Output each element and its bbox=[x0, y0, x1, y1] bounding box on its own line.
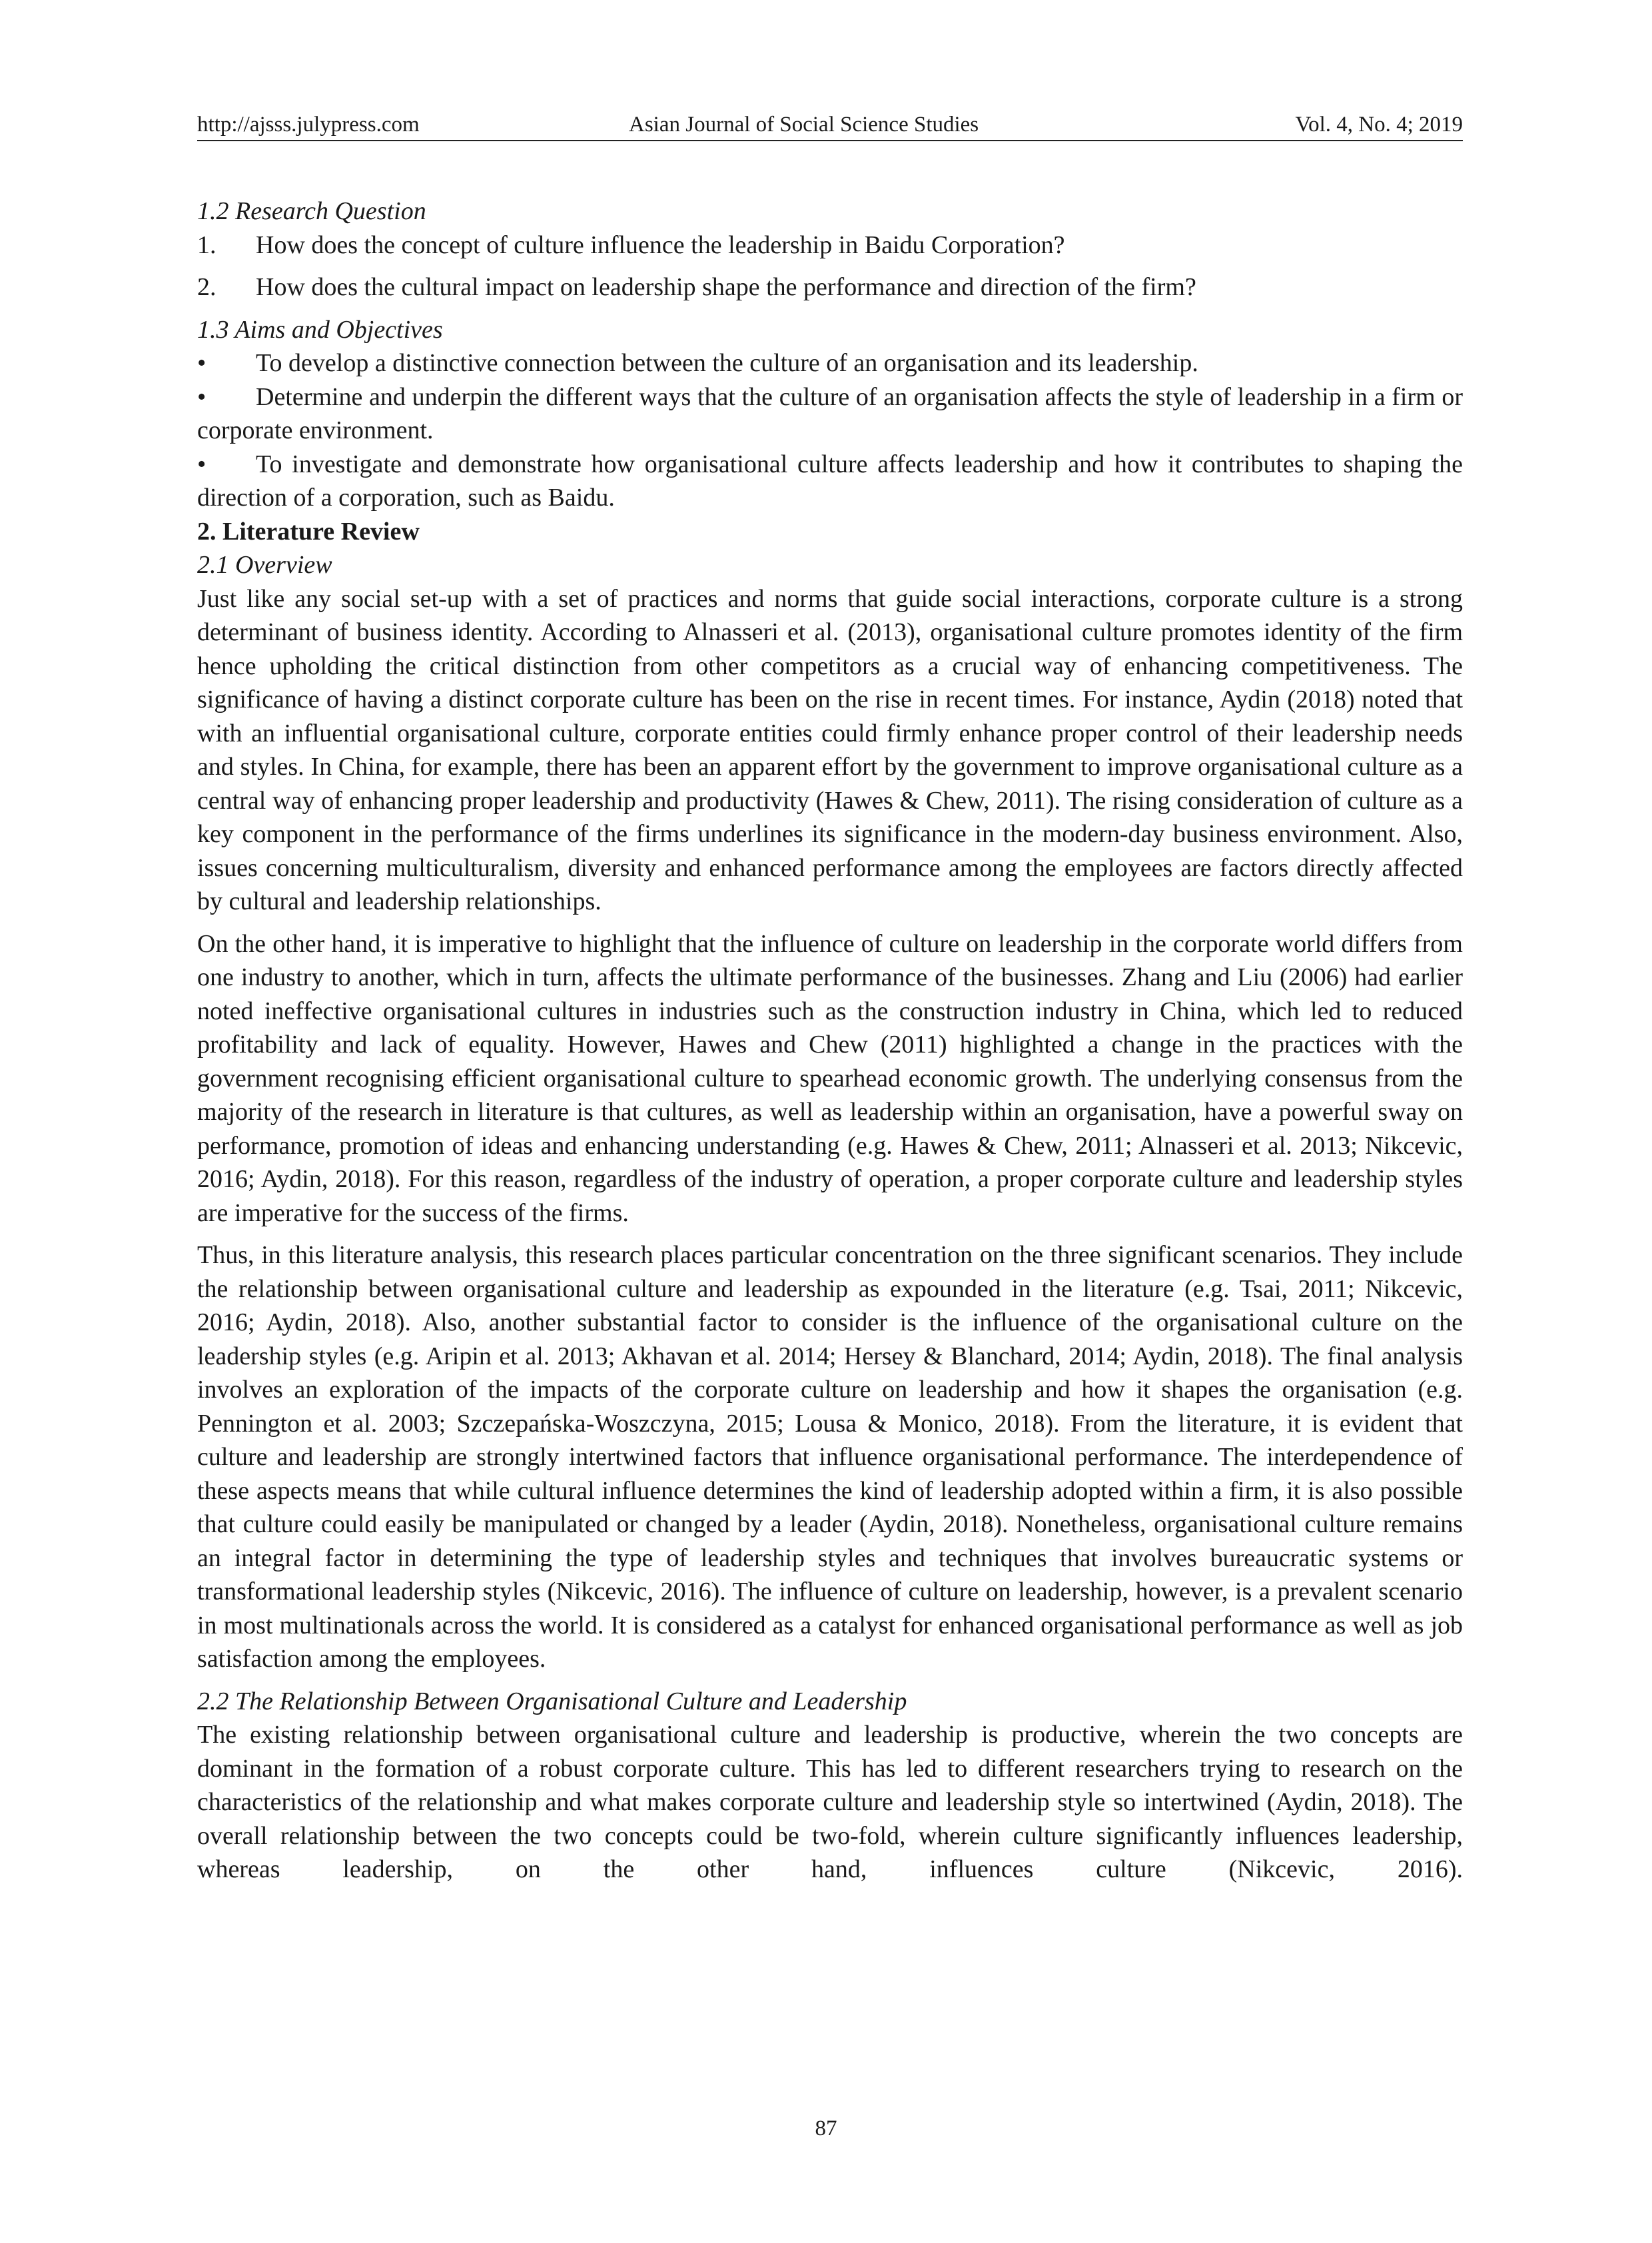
research-question-item bbox=[197, 228, 1463, 262]
body-paragraph: On the other hand, it is imperative to highlight that the influence of culture on leadership in the corporate world differs from one industry to another, which in turn, affects the ultimate performance of the businesses. Zhang and Liu (2006) had earlier noted ineffective organisational cultures in industries such as the construction industry in China, which led to reduced profitability and lack of equality. However, Hawes and Chew (2011) highlighted a change in the practices with the government recognising efficient organisational culture to spearhead economic growth. The underlying consensus from the majority of the research in literature is that cultures, as well as leadership within an organisation, have a powerful sway on performance, promotion of ideas and enhancing understanding (e.g. Hawes & Chew, 2011; Alnasseri et al. 2013; Nikcevic, 2016; Aydin, 2018). For this reason, regardless of the industry of operation, a proper corporate culture and leadership styles are imperative for the success of the firms. bbox=[197, 929, 1463, 1227]
objective-bullet-item bbox=[197, 448, 1463, 515]
bullet-icon: • bbox=[197, 450, 206, 478]
running-header bbox=[197, 109, 1463, 141]
objective-bullet-item bbox=[197, 380, 1463, 448]
journal-url[interactable]: http://ajsss.julypress.com bbox=[197, 113, 420, 137]
subsection-heading-relationship: 2.2 The Relationship Between Organisational Culture and Leadership bbox=[197, 1687, 907, 1715]
question-number: 2. bbox=[197, 273, 216, 301]
volume-issue: Vol. 4, No. 4; 2019 bbox=[1295, 113, 1463, 137]
objective-bullet-item bbox=[197, 346, 1463, 380]
bullet-icon: • bbox=[197, 349, 206, 377]
objective-text: To develop a distinctive connection between the culture of an organisation and its leadership. bbox=[256, 349, 1198, 377]
objective-text: Determine and underpin the different ways that the culture of an organisation affects the style of leadership in a firm or corporate environment. bbox=[197, 382, 1463, 444]
body-paragraph: Thus, in this literature analysis, this research places particular concentration on the three significant scenarios. They include the relationship between organisational culture and leadership as expounded in the literature (e.g. Tsai, 2011; Nikcevic, 2016; Aydin, 2018). Also, another substantial factor to consider is the influence of the organisational culture on the leadership styles (e.g. Aripin et al. 2013; Akhavan et al. 2014; Hersey & Blanchard, 2014; Aydin, 2018). The final analysis involves an exploration of the impacts of the corporate culture on leadership and how it shapes the organisation (e.g. Pennington et al. 2003; Szczepańska-Woszczyna, 2015; Lousa & Monico, 2018). From the literature, it is evident that culture and leadership are strongly intertwined factors that influence organisational performance. The interdependence of these aspects means that while cultural influence determines the kind of leadership adopted within a firm, it is also possible that culture could easily be manipulated or changed by a leader (Aydin, 2018). Nonetheless, organisational culture remains an integral factor in determining the type of leadership styles and techniques that involves bureaucratic systems or transformational leadership styles (Nikcevic, 2016). The influence of culture on leadership, however, is a prevalent scenario in most multinationals across the world. It is considered as a catalyst for enhanced organisational performance as well as job satisfaction among the employees. bbox=[197, 1241, 1463, 1673]
objective-text: To investigate and demonstrate how organisational culture affects leadership and how it contributes to shaping the direction of a corporation, such as Baidu. bbox=[197, 450, 1463, 512]
bullet-icon: • bbox=[197, 382, 206, 411]
research-question-item bbox=[197, 270, 1463, 304]
article-body bbox=[197, 195, 1463, 1895]
journal-title: Asian Journal of Social Science Studies bbox=[629, 113, 979, 137]
body-paragraph: Just like any social set-up with a set of practices and norms that guide social interactions, corporate culture is a strong determinant of business identity. According to Alnasseri et al. (2013), organisational culture promotes identity of the firm hence upholding the critical distinction from other competitors as a crucial way of enhancing competitiveness. The significance of having a distinct corporate culture has been on the rise in recent times. For instance, Aydin (2018) noted that with an influential organisational culture, corporate entities could firmly enhance proper control of their leadership needs and styles. In China, for example, there has been an apparent effort by the government to improve organisational culture as a central way of enhancing proper leadership and productivity (Hawes & Chew, 2011). The rising consideration of culture as a key component in the performance of the firms underlines its significance in the modern-day business environment. Also, issues concerning multiculturalism, diversity and enhanced performance among the employees are factors directly affected by cultural and leadership relationships. bbox=[197, 584, 1463, 915]
subsection-heading-research-question: 1.2 Research Question bbox=[197, 197, 426, 225]
question-text: How does the concept of culture influence the leadership in Baidu Corporation? bbox=[256, 230, 1065, 259]
page-number: 87 bbox=[815, 2116, 837, 2140]
subsection-heading-overview: 2.1 Overview bbox=[197, 551, 332, 579]
question-number: 1. bbox=[197, 230, 216, 259]
section-heading-literature-review: 2. Literature Review bbox=[197, 517, 420, 546]
question-text: How does the cultural impact on leadership shape the performance and direction of the firm? bbox=[256, 273, 1196, 301]
subsection-heading-aims: 1.3 Aims and Objectives bbox=[197, 315, 443, 344]
body-paragraph: The existing relationship between organisational culture and leadership is productive, wherein the two concepts are dominant in the formation of a robust corporate culture. This has led to different researchers trying to research on the characteristics of the relationship and what makes corporate culture and leadership style so intertwined (Aydin, 2018). The overall relationship between the two concepts could be two-fold, wherein culture significantly influences leadership, whereas leadership, on the other hand, influences culture (Nikcevic, 2016). bbox=[197, 1721, 1463, 1883]
